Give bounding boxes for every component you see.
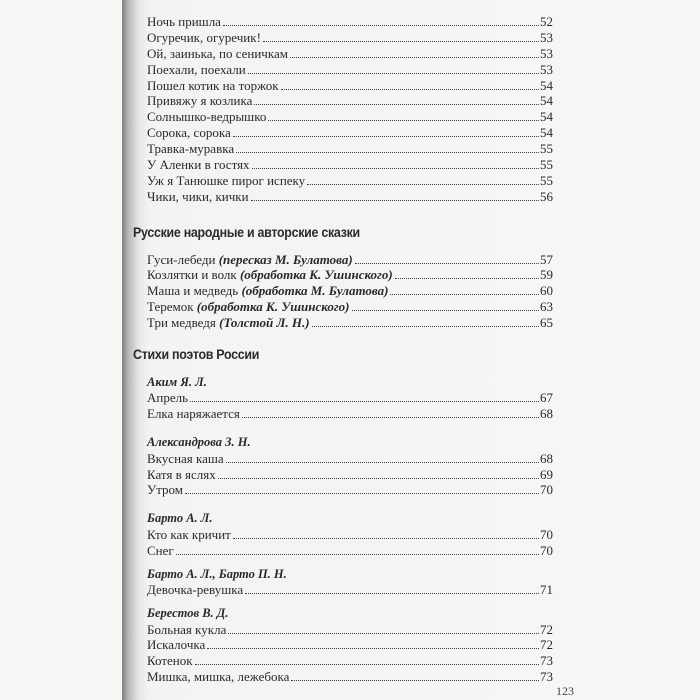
entry-title-text: Чики, чики, кички [147, 188, 249, 204]
toc-entry [147, 46, 553, 62]
author-name: Берестов В. Д. [147, 606, 229, 621]
entry-title [147, 669, 289, 685]
dot-leader [281, 89, 539, 90]
entry-page-number: 55 [540, 172, 553, 188]
dot-leader [290, 57, 539, 58]
toc-entry [147, 637, 553, 653]
entry-title-text: Сорока, сорока [147, 125, 231, 141]
entry-title-text: Поехали, поехали [147, 61, 246, 77]
entry-title-text: У Аленки в гостях [147, 157, 250, 173]
toc-entry [147, 299, 553, 315]
dot-leader [395, 278, 539, 279]
entry-page-number: 55 [540, 157, 553, 173]
entry-title-text: Ой, заинька, по сеничкам [147, 45, 288, 61]
entry-title-text: Мишка, мишка, лежебока [147, 669, 290, 685]
entry-title [147, 582, 243, 598]
entry-title-text: Вкусная каша [147, 450, 224, 466]
dot-leader [242, 417, 539, 418]
entry-page-number: 72 [540, 621, 553, 637]
entry-title [147, 543, 174, 559]
toc-entry [147, 482, 553, 498]
entry-title-text: Больная кукла [147, 621, 227, 637]
entry-title [147, 93, 252, 109]
entry-note: (обработка М. Булатова) [241, 283, 389, 299]
entry-page-number: 70 [540, 542, 553, 558]
entry-page-number: 71 [540, 582, 553, 598]
spacer [147, 422, 553, 435]
entry-note: (пересказ М. Булатова) [218, 251, 353, 267]
entry-title-text: Маша и медведь [147, 283, 239, 299]
spacer [147, 598, 553, 606]
entry-title [147, 653, 193, 669]
entry-title-text: Пошел котик на торжок [147, 77, 279, 93]
toc-entry [147, 315, 553, 331]
toc-entry [147, 62, 553, 78]
entry-page-number: 53 [540, 61, 553, 77]
entry-title [147, 46, 288, 62]
dot-leader [185, 493, 539, 494]
entry-page-number: 70 [540, 526, 553, 542]
dot-leader [223, 25, 539, 26]
dot-leader [218, 478, 539, 479]
entry-page-number: 54 [540, 77, 553, 93]
entry-title [147, 62, 246, 78]
spacer [147, 559, 553, 567]
entry-title [147, 406, 240, 422]
entry-title [147, 527, 231, 543]
author-name: Барто А. Л. [147, 511, 213, 526]
entry-note: (обработка К. Ушинского) [196, 299, 350, 315]
toc-entry [147, 283, 553, 299]
entry-title [147, 157, 250, 173]
toc-entry [147, 267, 553, 283]
dot-leader [312, 326, 539, 327]
dot-leader [263, 41, 539, 42]
entry-page-number: 73 [540, 653, 553, 669]
entry-title-text: Солнышко-ведрышко [147, 109, 267, 125]
dot-leader [236, 152, 539, 153]
entry-page-number: 54 [540, 93, 553, 109]
toc-entry [147, 467, 553, 483]
entry-page-number: 65 [540, 315, 553, 331]
toc-entry [147, 125, 553, 141]
entry-page-number: 63 [540, 299, 553, 315]
entry-title-text: Три медведя [147, 315, 216, 331]
entry-title-text: Козлятки и волк [147, 267, 237, 283]
entry-title-text: Утром [147, 482, 184, 498]
entry-title [147, 141, 234, 157]
author-name: Александрова З. Н. [147, 435, 251, 450]
toc-entry [147, 582, 553, 598]
entry-title [147, 252, 353, 268]
entry-title [147, 467, 216, 483]
entry-page-number: 57 [540, 251, 553, 267]
entry-page-number: 52 [540, 14, 553, 29]
entry-page-number: 54 [540, 109, 553, 125]
entry-title [147, 315, 310, 331]
dot-leader [190, 401, 539, 402]
spacer [147, 498, 553, 511]
entry-page-number: 60 [540, 283, 553, 299]
entry-title [147, 267, 393, 283]
dot-leader [195, 664, 539, 665]
dot-leader [245, 593, 539, 594]
toc-entry [147, 527, 553, 543]
entry-title-text: Огуречик, огуречик! [147, 29, 261, 45]
dot-leader [291, 680, 539, 681]
dot-leader [307, 184, 539, 185]
dot-leader [254, 104, 539, 105]
toc-entry [147, 141, 553, 157]
dot-leader [233, 136, 539, 137]
toc-entry [147, 14, 553, 30]
dot-leader [390, 294, 539, 295]
dot-leader [352, 310, 540, 311]
entry-title-text: Уж я Танюшке пирог испеку [147, 172, 306, 188]
section-heading: Русские народные и авторские сказки [133, 224, 360, 240]
entry-title-text: Привяжу я козлика [147, 93, 253, 109]
toc-entry [147, 406, 553, 422]
entry-title-text: Катя в яслях [147, 466, 216, 482]
dot-leader [355, 263, 539, 264]
entry-title-text: Гуси-лебеди [147, 251, 216, 267]
entry-note: (обработка К. Ушинского) [239, 267, 393, 283]
entry-title-text: Кто как кричит [147, 526, 231, 542]
entry-page-number: 54 [540, 125, 553, 141]
toc-entry [147, 109, 553, 125]
dot-leader [268, 120, 539, 121]
entry-title [147, 125, 231, 141]
toc-entry [147, 93, 553, 109]
entry-page-number: 72 [540, 637, 553, 653]
entry-page-number: 68 [540, 450, 553, 466]
toc-entry [147, 669, 553, 685]
entry-page-number: 70 [540, 482, 553, 498]
entry-title [147, 622, 226, 638]
entry-page-number: 73 [540, 669, 553, 685]
entry-title-text: Ночь пришла [147, 14, 221, 29]
entry-title-text: Снег [147, 542, 174, 558]
entry-note: (Толстой Л. Н.) [219, 315, 310, 331]
author-name: Барто А. Л., Барто П. Н. [147, 566, 287, 581]
dot-leader [176, 554, 539, 555]
dot-leader [252, 168, 539, 169]
toc-entry [147, 173, 553, 189]
entry-title [147, 14, 221, 30]
toc-entry [147, 78, 553, 94]
toc-entry [147, 157, 553, 173]
entry-page-number: 53 [540, 45, 553, 61]
toc-entry [147, 622, 553, 638]
entry-title-text: Апрель [147, 390, 189, 406]
dot-leader [248, 73, 539, 74]
entry-title [147, 482, 183, 498]
entry-title-text: Девочка-ревушка [147, 582, 244, 598]
dot-leader [251, 200, 539, 201]
page-number: 123 [556, 684, 574, 698]
entry-title [147, 390, 188, 406]
entry-title-text: Котенок [147, 653, 193, 669]
dot-leader [207, 648, 539, 649]
dot-leader [226, 462, 539, 463]
entry-page-number: 59 [540, 267, 553, 283]
entry-title [147, 299, 350, 315]
entry-page-number: 68 [540, 406, 553, 422]
author-name: Аким Я. Л. [147, 374, 207, 389]
entry-title [147, 173, 305, 189]
toc-entry [147, 451, 553, 467]
dot-leader [233, 538, 539, 539]
entry-title [147, 283, 388, 299]
toc-entry [147, 189, 553, 205]
entry-title-text: Теремок [147, 299, 194, 315]
toc-entry [147, 30, 553, 46]
dot-leader [228, 633, 539, 634]
entry-title [147, 30, 261, 46]
entry-page-number: 69 [540, 466, 553, 482]
toc-entry [147, 543, 553, 559]
section-heading: Стихи поэтов России [133, 347, 260, 363]
entry-title-text: Елка наряжается [147, 406, 240, 422]
entry-page-number: 56 [540, 188, 553, 204]
entry-title-text: Искалочка [147, 637, 206, 653]
entry-page-number: 53 [540, 29, 553, 45]
entry-title [147, 637, 205, 653]
table-of-contents [133, 14, 553, 685]
entry-title [147, 109, 266, 125]
entry-title [147, 189, 249, 205]
entry-title [147, 78, 279, 94]
entry-title-text: Травка-муравка [147, 141, 235, 157]
entry-page-number: 67 [540, 390, 553, 406]
entry-title [147, 451, 224, 467]
toc-entry [147, 390, 553, 406]
toc-entry [147, 653, 553, 669]
entry-page-number: 55 [540, 141, 553, 157]
toc-entry [147, 252, 553, 268]
